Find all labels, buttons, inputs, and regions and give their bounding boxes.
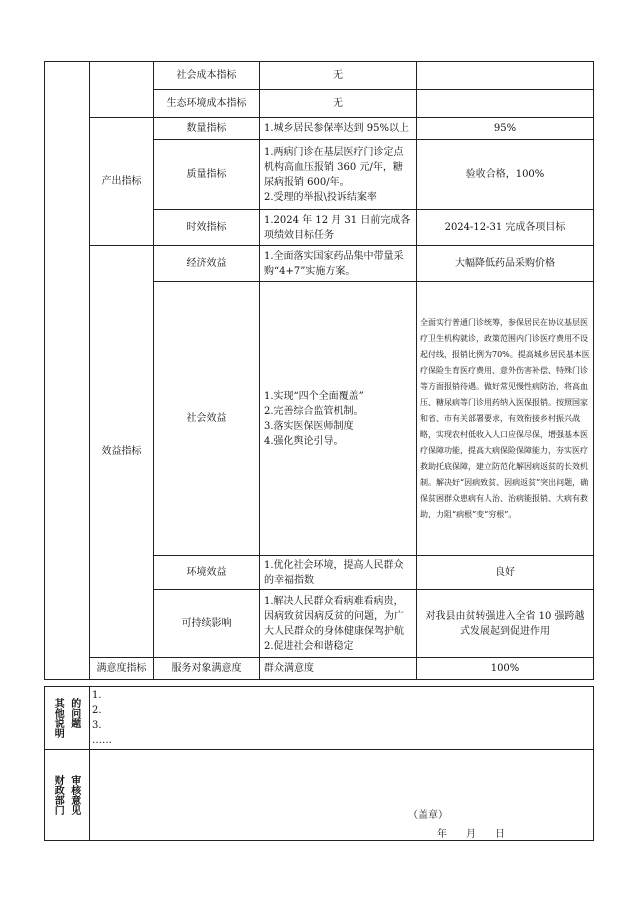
date-line: [437, 825, 524, 840]
finance-label: [45, 750, 90, 841]
eco-cost-indicator: 生态环境成本指标: [154, 90, 260, 118]
quantity-actual: 95%: [417, 118, 594, 140]
timeliness-indicator: 时效指标: [154, 210, 260, 246]
year-label: 年: [437, 829, 448, 840]
other-notes-content: [90, 687, 594, 750]
eco-cost-target: 无: [260, 90, 417, 118]
other-note-line-2: 2.: [92, 705, 102, 716]
environment-indicator: 环境效益: [154, 556, 260, 590]
stamp-label: （盖章）: [408, 810, 448, 821]
other-notes-label-a: 其他说明: [52, 698, 64, 738]
social-cost-indicator: 社会成本指标: [154, 62, 260, 90]
finance-label-b: 审核意见: [68, 775, 80, 815]
sustainable-actual: 对我县由贫转强进入全省 10 强跨越式发展起到促进作用: [417, 590, 594, 658]
quantity-target: 1.城乡居民参保率达到 95%以上: [260, 118, 417, 140]
satisfaction-indicator: 服务对象满意度: [154, 658, 260, 680]
left-blank-column: [45, 62, 90, 680]
sustainable-indicator: 可持续影响: [154, 590, 260, 658]
social-cost-actual: [417, 62, 594, 90]
sustainable-target: 1.解决人民群众看病难看病贵，因病致贫因病反贫的问题，为广大人民群众的身体健康保驾护航 2.促进社会和谐稳定: [260, 590, 417, 658]
quality-target: 1.两病门诊在基层医疗门诊定点机构高血压报销 360 元/年，糖尿病报销 600/年。 2.受理的举报\投诉结案率: [260, 140, 417, 210]
quantity-indicator: 数量指标: [154, 118, 260, 140]
economic-target: 1.全面落实国家药品集中带量采购“4+7”实施方案。: [260, 246, 417, 282]
environment-actual: 良好: [417, 556, 594, 590]
timeliness-actual: 2024-12-31 完成各项目标: [417, 210, 594, 246]
quality-indicator: 质量指标: [154, 140, 260, 210]
notes-table: [44, 686, 594, 841]
economic-actual: 大幅降低药品采购价格: [417, 246, 594, 282]
eco-cost-actual: [417, 90, 594, 118]
performance-table: [44, 61, 594, 680]
satisfaction-category: 满意度指标: [90, 658, 154, 680]
quality-actual: 验收合格，100%: [417, 140, 594, 210]
social-cost-target: 无: [260, 62, 417, 90]
cost-category-cell: [90, 62, 154, 118]
day-label: 日: [495, 829, 506, 840]
economic-indicator: 经济效益: [154, 246, 260, 282]
other-note-line-3: 3.: [92, 720, 102, 731]
timeliness-target: 1.2024 年 12 月 31 日前完成各项绩效目标任务: [260, 210, 417, 246]
month-label: 月: [466, 829, 477, 840]
satisfaction-target: 群众满意度: [260, 658, 417, 680]
environment-target: 1.优化社会环境，提高人民群众的幸福指数: [260, 556, 417, 590]
benefit-category: 效益指标: [90, 246, 154, 658]
output-category: 产出指标: [90, 118, 154, 246]
social-indicator: 社会效益: [154, 282, 260, 556]
social-actual: 全面实行普通门诊统筹，参保居民在协议基层医疗卫生机构就诊，政策范围内门诊医疗费用不设起付线，报销比例为70%。提高城乡居民基本医疗保险生育医疗费用、意外伤害补偿、特殊门诊等方面报销待遇。做好常见慢性病防治，将高血压、糖尿病等门诊用药纳入医保报销。按照国家和省、市有关部署要求，有效衔接乡村振兴战略，实现农村低收入人口应保尽保，增强基本医疗保障功能，提高大病保险保障能力，夯实医疗救助托底保障，建立防范化解因病返贫的长效机制。解决好“因病致贫、因病返贫”突出问题，确保贫困群众患病有人治、治病能报销、大病有救助，力阻“病根”变“穷根”。: [417, 282, 594, 556]
finance-label-a: 财政部门: [52, 775, 64, 815]
other-notes-label: [45, 687, 90, 750]
other-note-line-1: 1.: [92, 690, 102, 701]
other-notes-label-b: 的问题: [68, 698, 80, 728]
social-target: 1.实现“四个全面覆盖” 2.完善综合监管机制。 3.落实医保医师制度 4.强化舆论引导。: [260, 282, 417, 556]
satisfaction-actual: 100%: [417, 658, 594, 680]
other-note-line-4: ……: [92, 735, 112, 746]
